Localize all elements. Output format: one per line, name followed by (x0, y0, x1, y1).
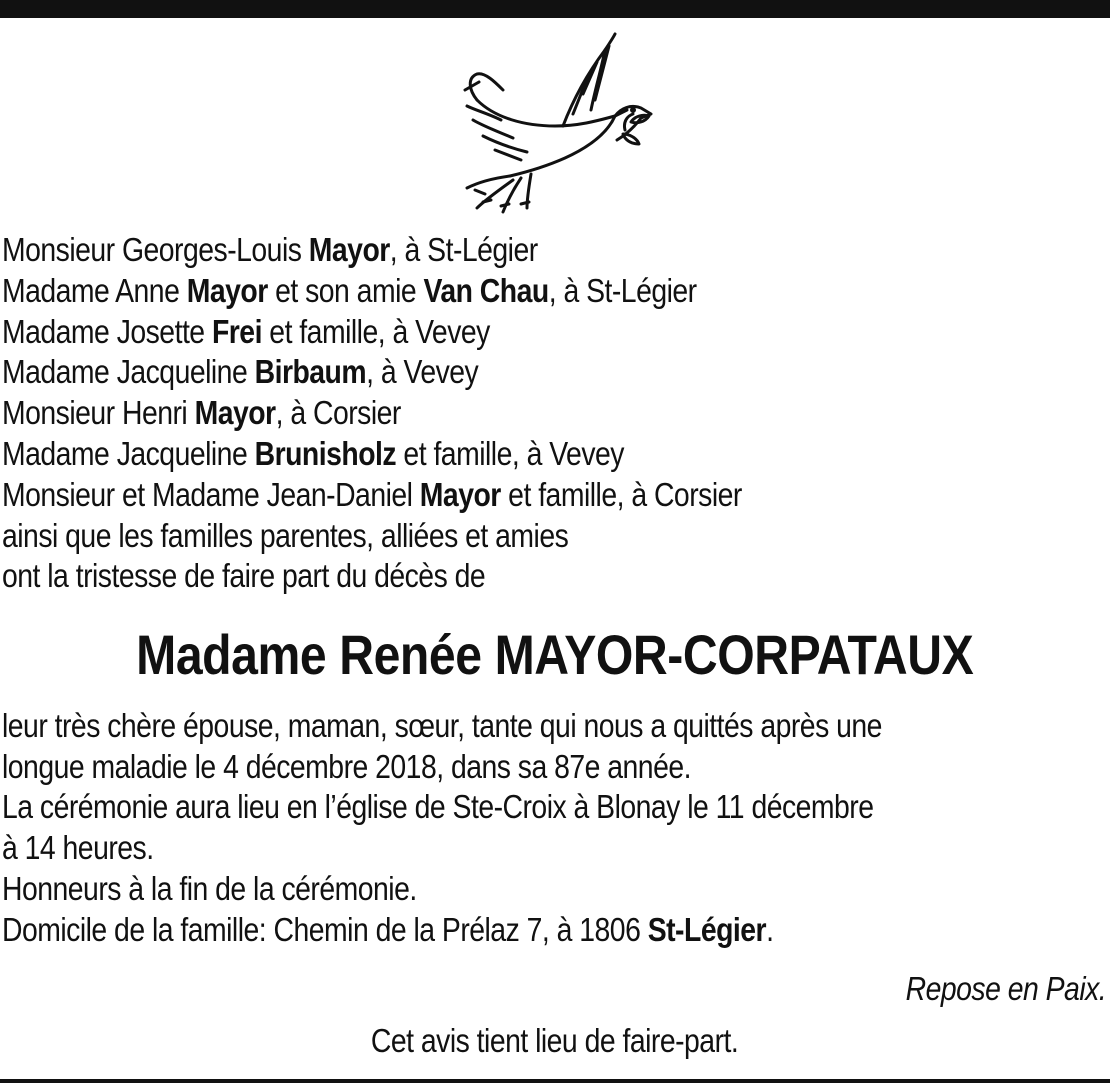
mourner-line: Madame Anne Mayor et son amie Van Chau, à St-Légier (2, 271, 697, 309)
details-line: leur très chère épouse, maman, sœur, tante qui nous a quittés après une (2, 707, 882, 744)
deceased-name: Madame Renée MAYOR-CORPATAUX (136, 623, 974, 686)
mourner-line: Madame Jacqueline Birbaum, à Vevey (2, 353, 479, 391)
mourner-line: Madame Josette Frei et famille, à Vevey (2, 312, 490, 350)
details-line: La cérémonie aura lieu en l’église de Ste-Croix à Blonay le 11 décembre (2, 788, 874, 826)
ceremony-details (2, 706, 1103, 950)
mourner-line: Monsieur Henri Mayor, à Corsier (2, 394, 401, 432)
closing-phrase: Repose en Paix. (905, 970, 1106, 1007)
details-line: Honneurs à la fin de la cérémonie. (2, 869, 417, 907)
bottom-rule (0, 1079, 1110, 1083)
details-line: à 14 heures. (2, 829, 154, 867)
mourners-list (2, 230, 948, 597)
announcement-line: ont la tristesse de faire part du décès de (2, 557, 486, 595)
domicile-line: Domicile de la famille: Chemin de la Prélaz 7, à 1806 St-Légier. (2, 910, 774, 948)
mourner-line: Madame Jacqueline Brunisholz et famille, à Vevey (2, 434, 624, 472)
notice-line: Cet avis tient lieu de faire-part. (371, 1022, 739, 1059)
mourner-line: Monsieur Georges-Louis Mayor, à St-Légier (2, 231, 538, 268)
dove-icon (455, 30, 655, 215)
families-line: ainsi que les familles parentes, alliées et amies (2, 516, 569, 554)
mourner-line: Monsieur et Madame Jean-Daniel Mayor et famille, à Corsier (2, 475, 742, 513)
details-line: longue maladie le 4 décembre 2018, dans sa 87e année. (2, 747, 691, 785)
top-rule (0, 0, 1110, 18)
